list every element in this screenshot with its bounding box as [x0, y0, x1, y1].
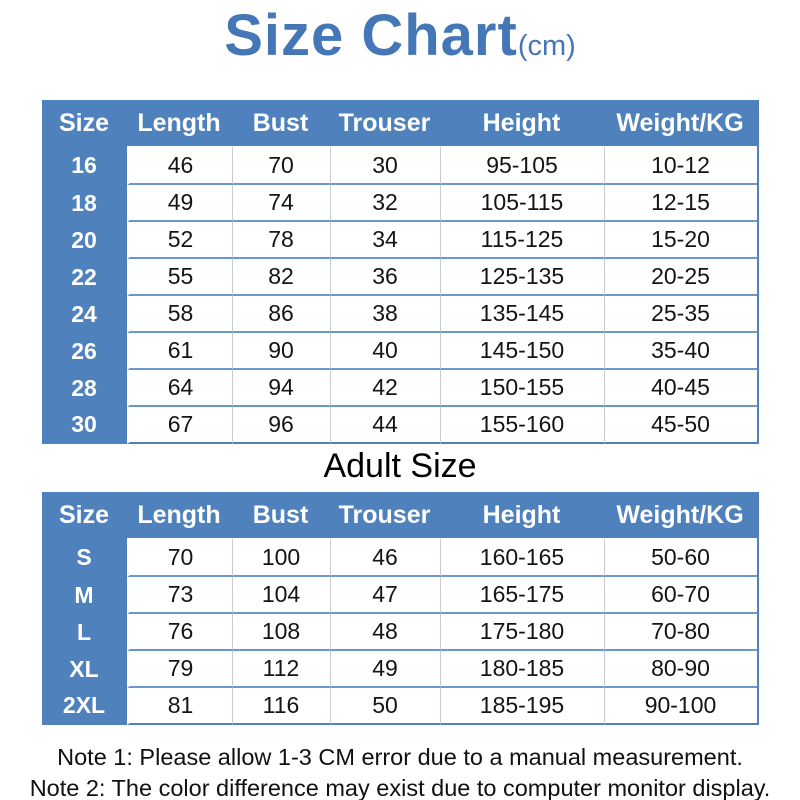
value-cell: 165-175	[440, 577, 604, 614]
value-cell: 25-35	[604, 296, 757, 333]
value-cell: 67	[127, 407, 232, 444]
column-header-trouser: Trouser	[330, 100, 440, 146]
value-cell: 79	[127, 651, 232, 688]
notes	[0, 742, 800, 800]
value-cell: 105-115	[440, 185, 604, 222]
value-cell: 50-60	[604, 538, 757, 577]
value-cell: 55	[127, 259, 232, 296]
table-row	[42, 259, 757, 296]
value-cell: 47	[330, 577, 440, 614]
size-label-cell: 26	[42, 333, 127, 370]
value-cell: 45-50	[604, 407, 757, 444]
column-header-height: Height	[440, 492, 604, 538]
value-cell: 70	[127, 538, 232, 577]
table-row	[42, 407, 757, 444]
value-cell: 38	[330, 296, 440, 333]
value-cell: 175-180	[440, 614, 604, 651]
value-cell: 34	[330, 222, 440, 259]
value-cell: 48	[330, 614, 440, 651]
table-row	[42, 614, 757, 651]
value-cell: 60-70	[604, 577, 757, 614]
value-cell: 81	[127, 688, 232, 725]
value-cell: 145-150	[440, 333, 604, 370]
table-row	[42, 296, 757, 333]
size-label-cell: 22	[42, 259, 127, 296]
value-cell: 40	[330, 333, 440, 370]
value-cell: 50	[330, 688, 440, 725]
value-cell: 78	[232, 222, 330, 259]
value-cell: 46	[127, 146, 232, 185]
kids-table-header-row	[42, 100, 757, 146]
value-cell: 76	[127, 614, 232, 651]
value-cell: 94	[232, 370, 330, 407]
value-cell: 58	[127, 296, 232, 333]
value-cell: 108	[232, 614, 330, 651]
adult-size-table	[42, 492, 759, 725]
value-cell: 104	[232, 577, 330, 614]
value-cell: 42	[330, 370, 440, 407]
value-cell: 20-25	[604, 259, 757, 296]
value-cell: 80-90	[604, 651, 757, 688]
size-label-cell: 30	[42, 407, 127, 444]
value-cell: 82	[232, 259, 330, 296]
size-label-cell: L	[42, 614, 127, 651]
column-header-bust: Bust	[232, 492, 330, 538]
value-cell: 64	[127, 370, 232, 407]
size-label-cell: 18	[42, 185, 127, 222]
value-cell: 10-12	[604, 146, 757, 185]
value-cell: 12-15	[604, 185, 757, 222]
note-2: Note 2: The color difference may exist due to computer monitor display.	[29, 775, 771, 800]
size-label-cell: 20	[42, 222, 127, 259]
table-row	[42, 185, 757, 222]
value-cell: 74	[232, 185, 330, 222]
page-title-text: Size Chart	[224, 3, 518, 68]
value-cell: 112	[232, 651, 330, 688]
column-header-weight-kg: Weight/KG	[604, 100, 757, 146]
value-cell: 73	[127, 577, 232, 614]
table-row	[42, 333, 757, 370]
column-header-size: Size	[42, 100, 127, 146]
table-row	[42, 222, 757, 259]
adult-table-header-row	[42, 492, 757, 538]
value-cell: 30	[330, 146, 440, 185]
table-row	[42, 651, 757, 688]
column-header-size: Size	[42, 492, 127, 538]
value-cell: 49	[127, 185, 232, 222]
value-cell: 100	[232, 538, 330, 577]
value-cell: 180-185	[440, 651, 604, 688]
size-label-cell: XL	[42, 651, 127, 688]
value-cell: 155-160	[440, 407, 604, 444]
value-cell: 150-155	[440, 370, 604, 407]
value-cell: 125-135	[440, 259, 604, 296]
value-cell: 36	[330, 259, 440, 296]
value-cell: 35-40	[604, 333, 757, 370]
column-header-bust: Bust	[232, 100, 330, 146]
value-cell: 96	[232, 407, 330, 444]
size-label-cell: 24	[42, 296, 127, 333]
value-cell: 90	[232, 333, 330, 370]
value-cell: 185-195	[440, 688, 604, 725]
table-row	[42, 538, 757, 577]
value-cell: 86	[232, 296, 330, 333]
value-cell: 135-145	[440, 296, 604, 333]
value-cell: 49	[330, 651, 440, 688]
page-title	[0, 0, 800, 78]
value-cell: 15-20	[604, 222, 757, 259]
size-label-cell: 16	[42, 146, 127, 185]
value-cell: 115-125	[440, 222, 604, 259]
value-cell: 90-100	[604, 688, 757, 725]
value-cell: 116	[232, 688, 330, 725]
kids-size-table	[42, 100, 759, 444]
value-cell: 52	[127, 222, 232, 259]
value-cell: 32	[330, 185, 440, 222]
size-label-cell: 2XL	[42, 688, 127, 725]
value-cell: 46	[330, 538, 440, 577]
size-label-cell: M	[42, 577, 127, 614]
table-row	[42, 688, 757, 725]
table-row	[42, 577, 757, 614]
value-cell: 44	[330, 407, 440, 444]
column-header-weight-kg: Weight/KG	[604, 492, 757, 538]
size-label-cell: S	[42, 538, 127, 577]
column-header-length: Length	[127, 100, 232, 146]
value-cell: 70	[232, 146, 330, 185]
column-header-trouser: Trouser	[330, 492, 440, 538]
value-cell: 40-45	[604, 370, 757, 407]
page-title-unit: (cm)	[517, 30, 576, 62]
table-row	[42, 370, 757, 407]
column-header-height: Height	[440, 100, 604, 146]
value-cell: 95-105	[440, 146, 604, 185]
adult-size-heading: Adult Size	[323, 447, 477, 485]
value-cell: 61	[127, 333, 232, 370]
column-header-length: Length	[127, 492, 232, 538]
value-cell: 70-80	[604, 614, 757, 651]
note-1: Note 1: Please allow 1-3 CM error due to a manual measurement.	[57, 744, 743, 770]
value-cell: 160-165	[440, 538, 604, 577]
table-row	[42, 146, 757, 185]
size-label-cell: 28	[42, 370, 127, 407]
